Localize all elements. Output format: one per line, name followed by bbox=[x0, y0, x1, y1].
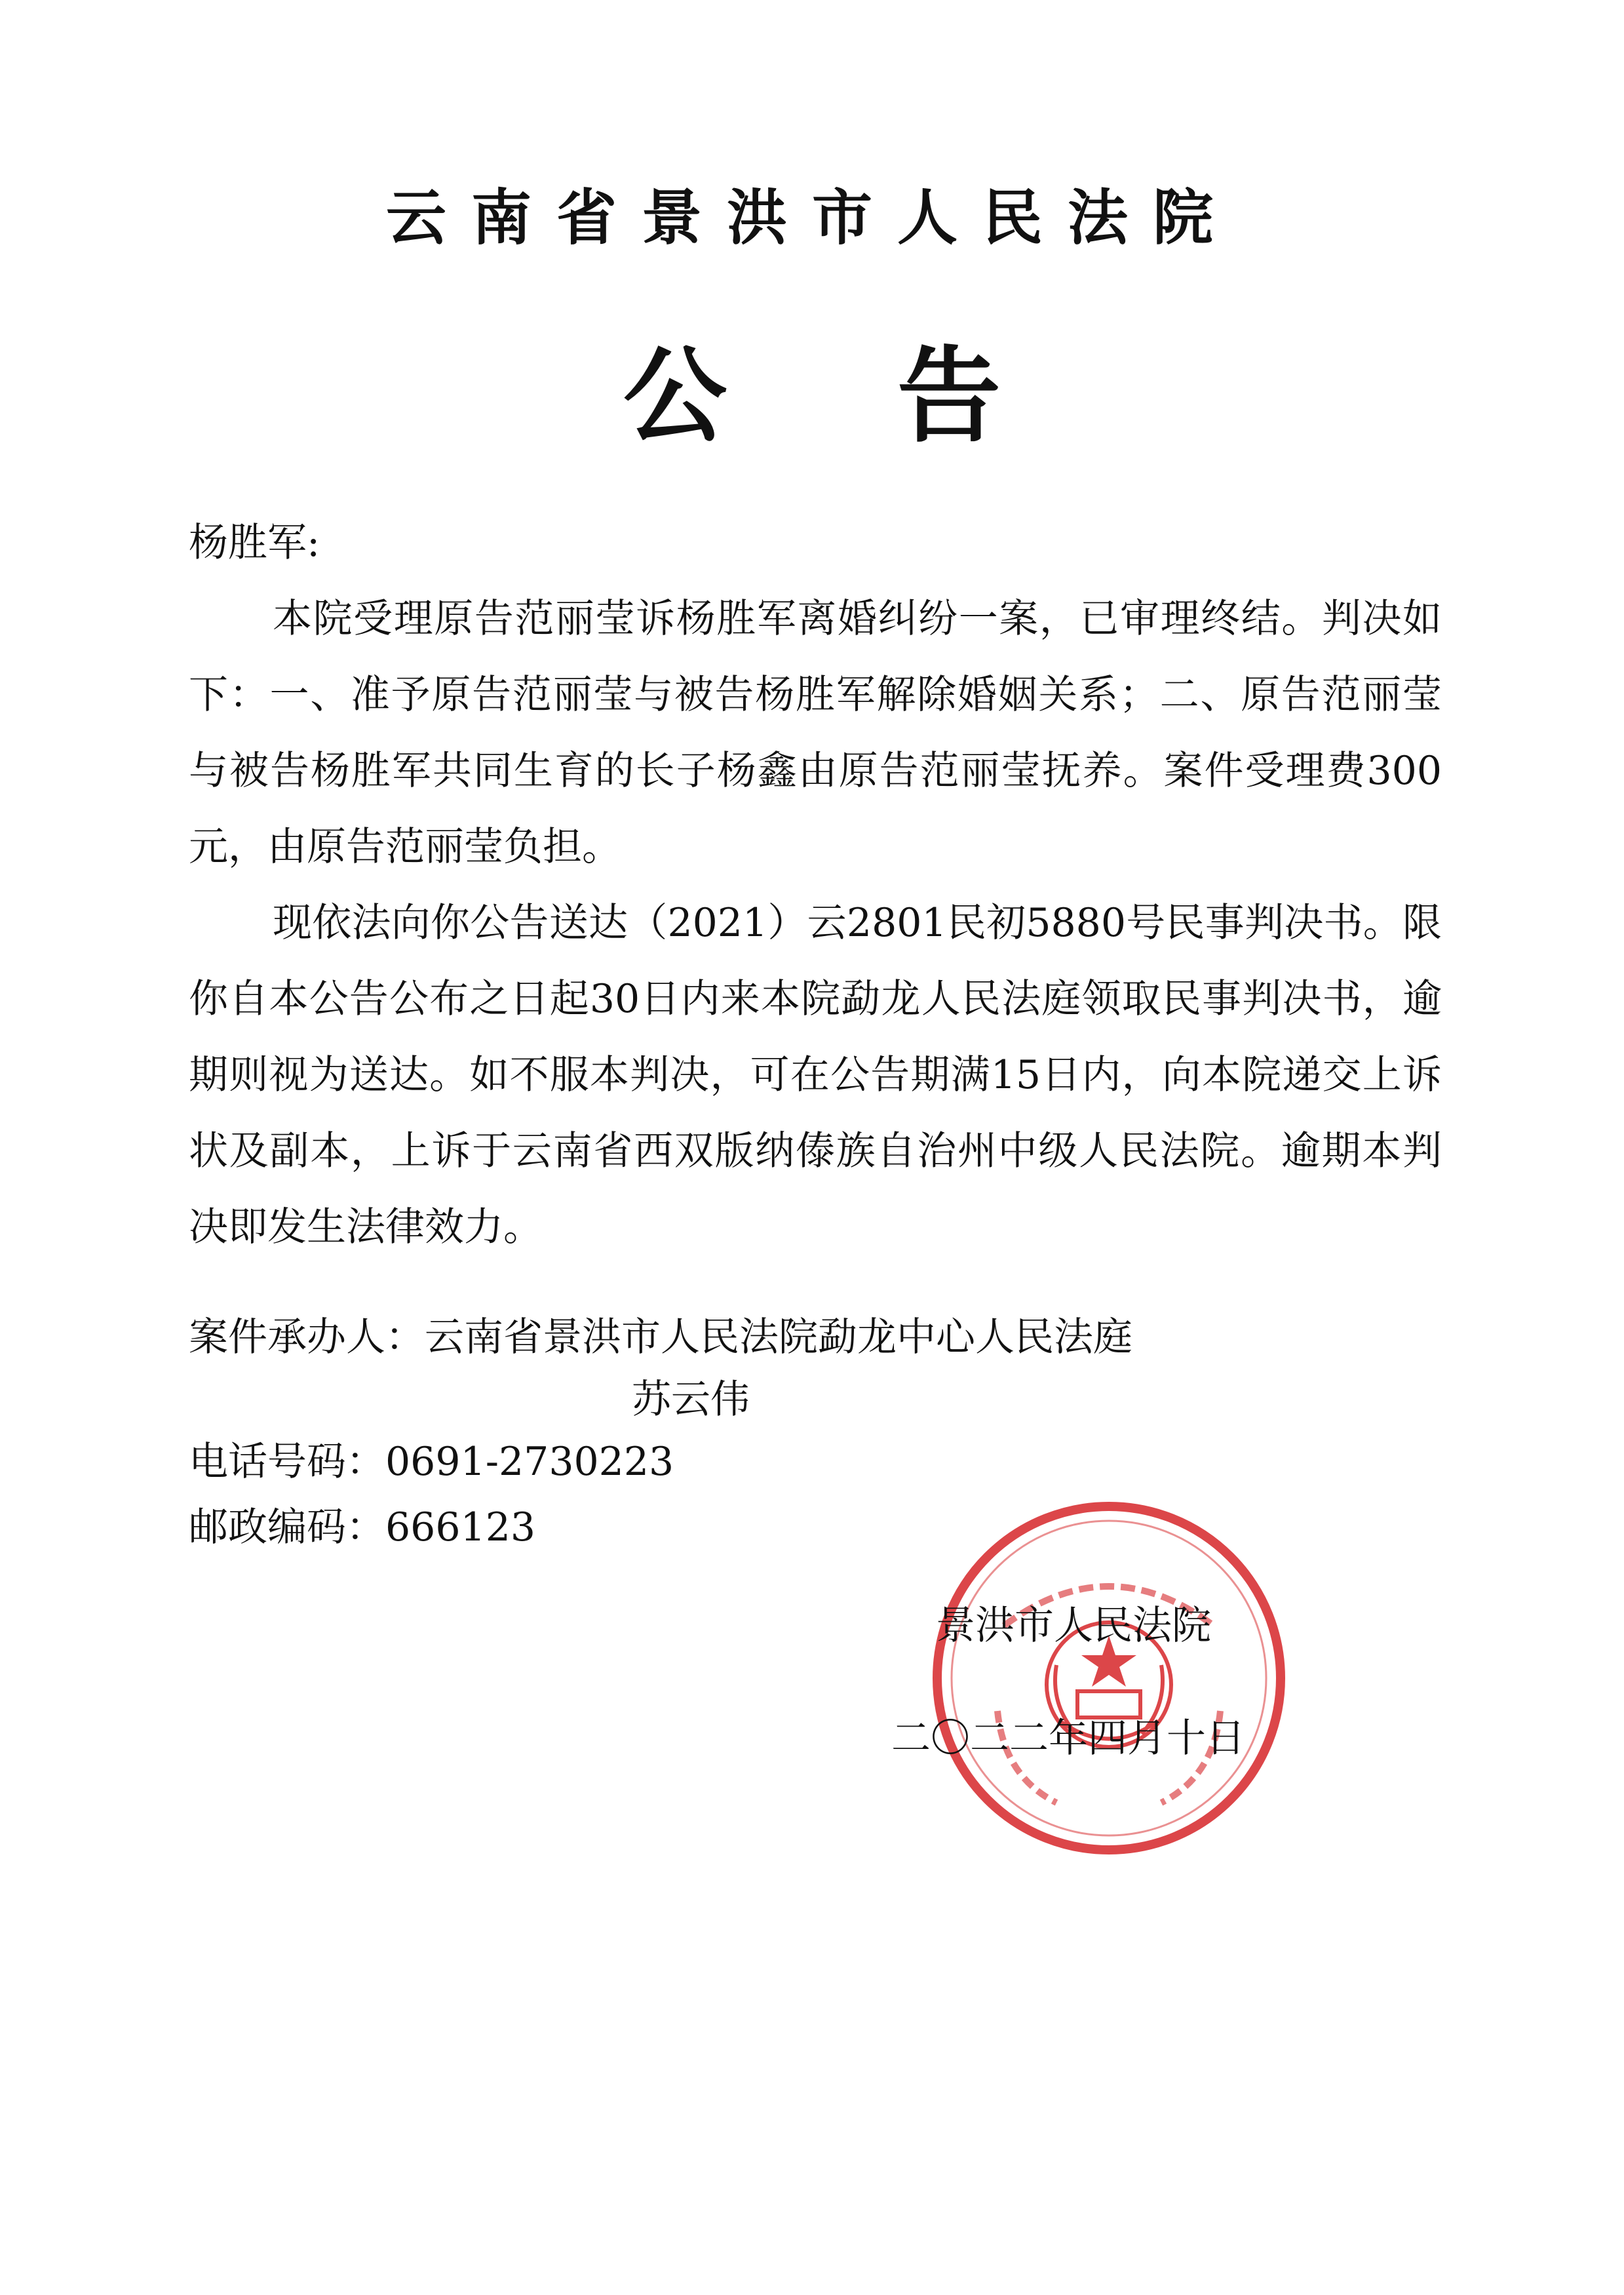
handler-org: 云南省景洪市人民法院勐龙中心人民法庭 bbox=[425, 1314, 1132, 1360]
postal-code: 666123 bbox=[385, 1504, 536, 1550]
phone-label: 电话号码： bbox=[189, 1439, 385, 1485]
announcement-body bbox=[189, 505, 1442, 1265]
court-name-heading: 云南省景洪市人民法院 bbox=[385, 183, 1238, 253]
postal-label: 邮政编码： bbox=[189, 1504, 385, 1550]
phone-row bbox=[189, 1429, 1434, 1495]
handler-row bbox=[189, 1304, 1434, 1370]
judgment-paragraph: 本院受理原告范丽莹诉杨胜军离婚纠纷一案，已审理终结。判决如下：一、准予原告范丽莹与被告杨胜军解除婚姻关系；二、原告范丽莹与被告杨胜军共同生育的长子杨鑫由原告范丽莹抚养。案件受理费300元，由原告范丽莹负担。 bbox=[189, 596, 1442, 870]
handler-label: 案件承办人： bbox=[189, 1314, 425, 1360]
court-seal-stamp bbox=[925, 1495, 1292, 1862]
signing-date: 二〇二二年四月十日 bbox=[891, 1716, 1245, 1761]
document-title: 公告 bbox=[623, 336, 1171, 457]
signing-court: 景洪市人民法院 bbox=[936, 1603, 1211, 1649]
service-paragraph: 现依法向你公告送达（2021）云2801民初5880号民事判决书。限你自本公告公布之日起30日内来本院勐龙人民法庭领取民事判决书，逾期则视为送达。如不服本判决，可在公告期满15日内，向本院递交上诉状及副本，上诉于云南省西双版纳傣族自治州中级人民法院。逾期本判决即发生法律效力。 bbox=[189, 900, 1442, 1250]
phone-number: 0691-2730223 bbox=[385, 1439, 674, 1485]
addressee: 杨胜军: bbox=[189, 520, 320, 566]
handler-name: 苏云伟 bbox=[632, 1377, 750, 1422]
